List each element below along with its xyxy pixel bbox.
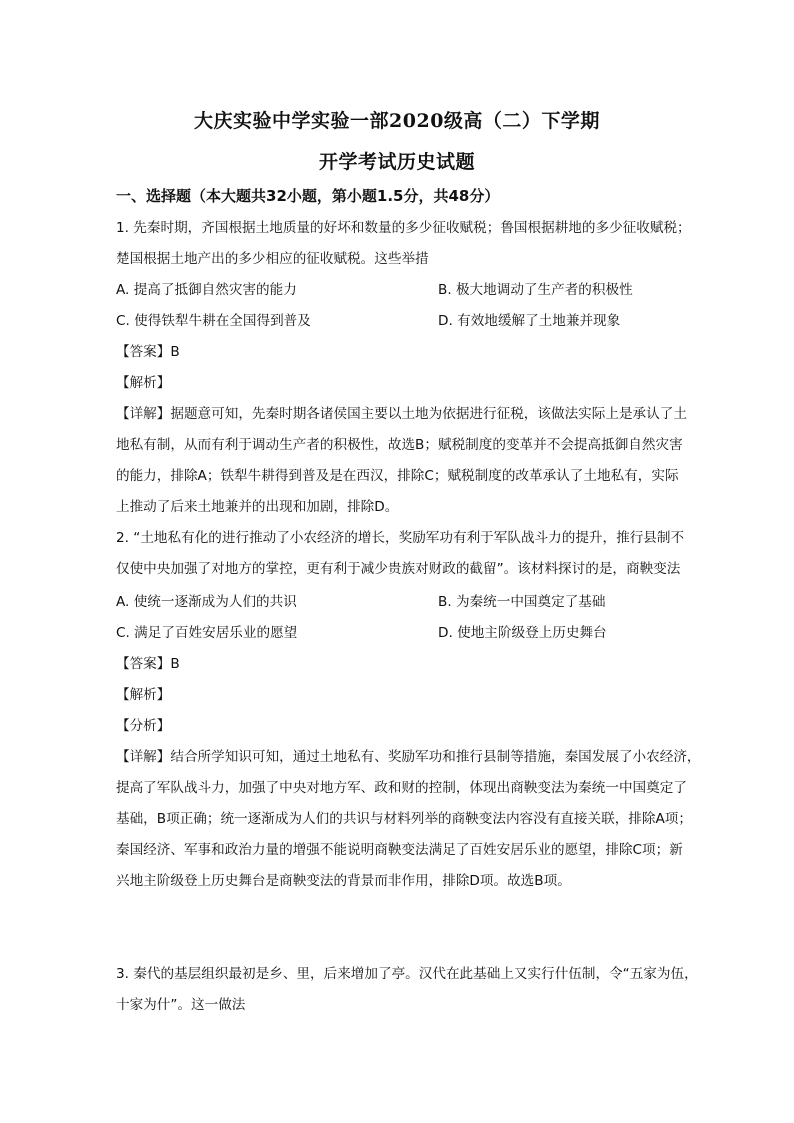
q2-detail-line: 【详解】结合所学知识可知，通过土地私有、奖励军功和推行县制等措施，秦国发展了小农经济， <box>116 749 701 765</box>
q1-option-c: C. 使得铁犁牛耕在全国得到普及 <box>116 313 311 329</box>
q1-detail-line: 的能力，排除A；铁犁牛耕得到普及是在西汉，排除C；赋税制度的改革承认了土地私有，实际 <box>116 468 679 484</box>
q2-option-a: A. 使统一逐渐成为人们的共识 <box>116 594 297 610</box>
q2-answer: 【答案】B <box>116 656 180 672</box>
q1-detail-line: 上推动了后来土地兼并的出现和加剧，排除D。 <box>116 499 399 515</box>
q1-stem-line: 楚国根据土地产出的多少相应的征收赋税。这些举措 <box>116 251 429 267</box>
q2-option-b: B. 为秦统一中国奠定了基础 <box>438 594 606 610</box>
q2-detail-line: 兴地主阶级登上历史舞台是商鞅变法的背景而非作用，排除D项。故选B项。 <box>116 873 571 889</box>
q2-option-c: C. 满足了百姓安居乐业的愿望 <box>116 625 298 641</box>
q1-detail-line: 地私有制，从而有利于调动生产者的积极性，故选B；赋税制度的变革并不会提高抵御自然灾害 <box>116 437 683 453</box>
q2-detail-line: 秦国经济、军事和政治力量的增强不能说明商鞅变法满足了百姓安居乐业的愿望，排除C项；新 <box>116 842 683 858</box>
q3-stem-line: 3. 秦代的基层组织最初是乡、里，后来增加了亭。汉代在此基础上又实行什伍制，令“五家为伍， <box>116 966 698 982</box>
q1-stem-line: 1. 先秦时期，齐国根据土地质量的好坏和数量的多少征收赋税；鲁国根据耕地的多少征收赋税； <box>116 220 691 236</box>
q1-option-a: A. 提高了抵御自然灾害的能力 <box>116 282 297 298</box>
exam-title-line1: 大庆实验中学实验一部2020级高（二）下学期 <box>194 110 600 132</box>
q3-stem-line: 十家为什”。这一做法 <box>116 997 246 1013</box>
section-heading: 一、选择题（本大题共32小题，第小题1.5分，共48分） <box>116 187 500 205</box>
q1-option-d: D. 有效地缓解了土地兼并现象 <box>438 313 621 329</box>
q1-analysis-tag: 【解析】 <box>116 375 171 391</box>
q2-analysis-sub: 【分析】 <box>116 718 171 734</box>
q1-option-b: B. 极大地调动了生产者的积极性 <box>438 282 633 298</box>
exam-title-line2: 开学考试历史试题 <box>318 151 475 173</box>
q2-detail-line: 提高了军队战斗力，加强了中央对地方军、政和财的控制，体现出商鞅变法为秦统一中国奠定了 <box>116 780 687 796</box>
q1-answer: 【答案】B <box>116 344 180 360</box>
q2-stem-line: 2. “土地私有化的进行推动了小农经济的增长，奖励军功有利于军队战斗力的提升，推行县制不 <box>116 530 685 546</box>
q2-stem-line: 仅使中央加强了对地方的掌控，更有利于减少贵族对财政的截留”。该材料探讨的是，商鞅变法 <box>116 561 681 577</box>
q2-detail-line: 基础，B项正确；统一逐渐成为人们的共识与材料列举的商鞅变法内容没有直接关联，排除A项； <box>116 811 692 827</box>
q2-analysis-tag: 【解析】 <box>116 687 171 703</box>
q1-detail-line: 【详解】据题意可知，先秦时期各诸侯国主要以土地为依据进行征税，该做法实际上是承认了土 <box>116 406 687 422</box>
q2-option-d: D. 使地主阶级登上历史舞台 <box>438 625 607 641</box>
